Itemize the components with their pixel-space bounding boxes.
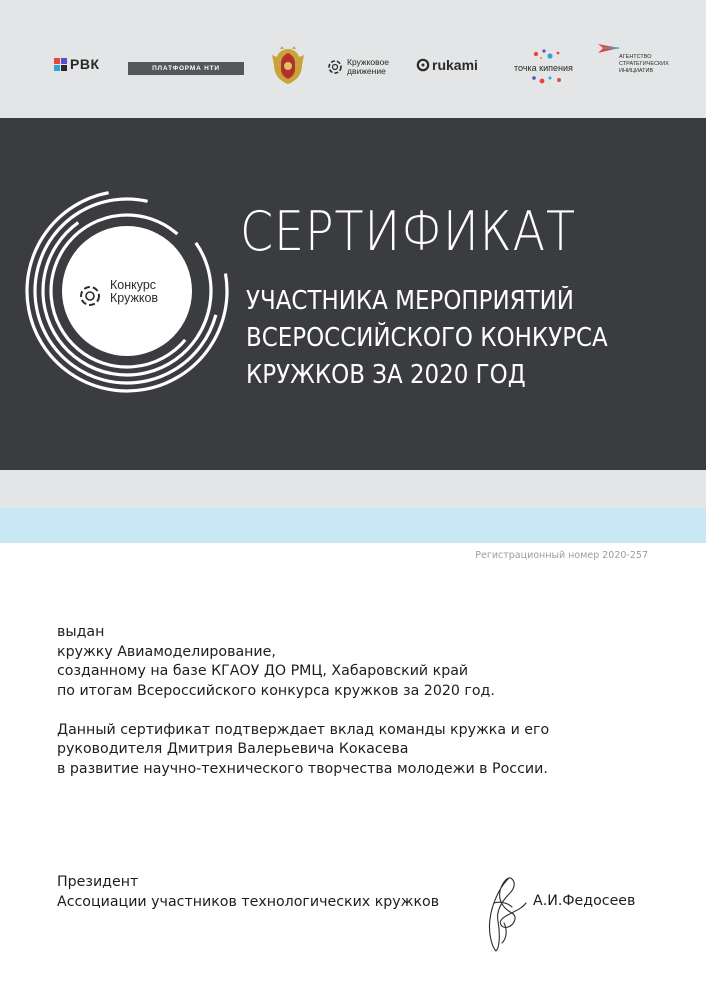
position-line1: Президент bbox=[57, 874, 139, 890]
tochka-kipeniya-text: точка кипения bbox=[514, 63, 573, 73]
certificate-title: СЕРТИФИКАТ bbox=[240, 200, 576, 263]
kd-line2: движение bbox=[347, 66, 386, 76]
asi-logo bbox=[597, 42, 681, 82]
body-line: Данный сертификат подтверждает вклад команды кружка и его bbox=[57, 721, 550, 738]
emblem-line1: Конкурс bbox=[110, 278, 157, 292]
rukami-logo bbox=[416, 57, 478, 73]
rvk-logo-text: РВК bbox=[70, 56, 100, 72]
body-line: кружку Авиамоделирование, bbox=[57, 643, 276, 660]
asi-line3: ИНИЦИАТИВ bbox=[619, 68, 654, 74]
body-line: в развитие научно-технического творчества молодежи в России. bbox=[57, 760, 548, 777]
subtitle-line2: ВСЕРОССИЙСКОГО КОНКУРСА bbox=[246, 323, 608, 353]
signatory-position bbox=[57, 873, 439, 912]
certificate-subtitle bbox=[246, 283, 608, 394]
subtitle-line3: КРУЖКОВ ЗА 2020 ГОД bbox=[246, 360, 526, 390]
contest-emblem-label bbox=[110, 279, 158, 305]
body-line: по итогам Всероссийского конкурса кружков за 2020 год. bbox=[57, 682, 495, 699]
rukami-mark-icon bbox=[416, 58, 430, 72]
body-line: созданному на базе КГАОУ ДО РМЦ, Хабаровский край bbox=[57, 663, 469, 679]
grey-band bbox=[0, 470, 706, 508]
asi-arrow-icon bbox=[597, 42, 621, 56]
certificate-body bbox=[57, 623, 549, 779]
blue-band bbox=[0, 508, 706, 543]
emblem-line2: Кружков bbox=[110, 291, 159, 305]
nti-platform-logo: ПЛАТФОРМА НТИ bbox=[128, 62, 244, 75]
rukami-logo-text: rukami bbox=[432, 57, 478, 73]
handwritten-signature-icon bbox=[478, 873, 536, 955]
partner-logos-strip bbox=[0, 0, 706, 118]
position-line2: Ассоциации участников технологических кружков bbox=[57, 893, 440, 910]
ministry-emblem-icon bbox=[268, 45, 308, 87]
subtitle-line1: УЧАСТНИКА МЕРОПРИЯТИЙ bbox=[246, 286, 574, 316]
body-line: выдан bbox=[57, 624, 105, 640]
rvk-logo bbox=[54, 56, 100, 72]
knot-icon bbox=[327, 59, 343, 75]
contest-knot-icon bbox=[78, 284, 102, 308]
asi-line2: СТРАТЕГИЧЕСКИХ bbox=[619, 61, 669, 67]
tochka-kipeniya-logo bbox=[514, 48, 588, 84]
asi-line1: АГЕНТСТВО bbox=[619, 54, 652, 60]
kd-line1: Кружковое bbox=[347, 57, 390, 67]
registration-number: Регистрационный номер 2020-257 bbox=[475, 550, 648, 561]
body-line: руководителя Дмитрия Валерьевича Кокасева bbox=[57, 741, 409, 757]
kruzhkovoe-dvizhenie-logo bbox=[327, 58, 403, 76]
rvk-mark-icon bbox=[54, 58, 67, 71]
paragraph-gap bbox=[57, 701, 549, 721]
signatory-name: А.И.Федосеев bbox=[533, 893, 636, 909]
